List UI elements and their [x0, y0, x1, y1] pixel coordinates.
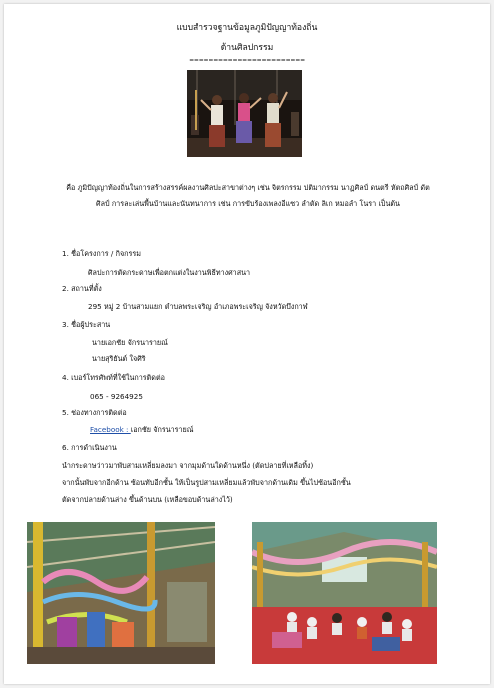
item-6-step-1: นำกระดาษว่าวมาพับสามเหลี่ยมลงมา จากมุมด้านใดด้านหนึ่ง (ตัดปลายที่เหลือทิ้ง): [62, 461, 314, 470]
item-2-detail: 295 หมู่ 2 บ้านสามแยก ตำบลพระเจริญ อำเภอพระเจริญ จังหวัดบึงกาฬ: [88, 302, 308, 311]
item-6-label: 6. การดำเนินงาน: [62, 443, 117, 452]
item-6-step-3: ตัดจากปลายด้านล่าง ขึ้นด้านบน (เหลือขอบด้านล่างไว้): [62, 495, 233, 504]
item-3-label: 3. ชื่อผู้ประสาน: [62, 320, 111, 329]
item-1-label: 1. ชื่อโครงการ / กิจกรรม: [62, 249, 141, 258]
item-6-step-2: จากนั้นพับจากอีกด้าน ซ้อนทับอีกชั้น ให้เป็นรูปสามเหลี่ยมแล้วพับจากด้านเดิม ขึ้นไปซ้อนอีกชั้น: [62, 478, 351, 487]
item-5-label: 5. ช่องทางการติดต่อ: [62, 408, 127, 417]
intro-paragraph: คือ ภูมิปัญญาท้องถิ่นในการสร้างสรรค์ผลงานศิลปะสาขาต่างๆ เช่น จิตรกรรม ปติมากรรม นาฏศิลป์ ดนตรี หัตถศิลป์ ดัตศิลป์ การละเล่นพื้นบ้านและนันทนาการ เช่น การขับร้องเพลงอีแซว ลำตัด ลิเก หมอลำ โนรา เป็นต้น: [66, 183, 430, 208]
facebook-name: เอกชัย จักรนารายณ์: [130, 425, 194, 434]
document-page: [4, 4, 490, 684]
item-1-detail: ศิลปะการตัดกระดาษเพื่อตกแต่งในงานพิธีทางศาสนา: [88, 268, 251, 277]
ceremony-hall-photo: [252, 522, 437, 664]
facebook-link[interactable]: Facebook :: [90, 425, 131, 434]
dance-performance-photo: [187, 70, 302, 157]
item-3-contact-2: นายสุริยันต์ ใจศิริ: [92, 354, 146, 363]
item-2-label: 2. สถานที่ตั้ง: [62, 284, 102, 293]
item-3-contact-1: นายเอกชัย จักรนารายณ์: [92, 338, 168, 347]
decorated-pavilion-photo: [27, 522, 215, 664]
document-subtitle: ด้านศิลปกรรม: [220, 43, 274, 53]
title-rule: ========================: [189, 57, 305, 64]
item-4-label: 4. เบอร์โทรศัพท์ที่ใช้ในการติดต่อ: [62, 373, 165, 382]
item-5-contact-line: [90, 425, 193, 436]
document-title: แบบสำรวจฐานข้อมูลภูมิปัญญาท้องถิ่น: [176, 23, 318, 33]
item-4-phone: 065 - 9264925: [90, 392, 143, 401]
